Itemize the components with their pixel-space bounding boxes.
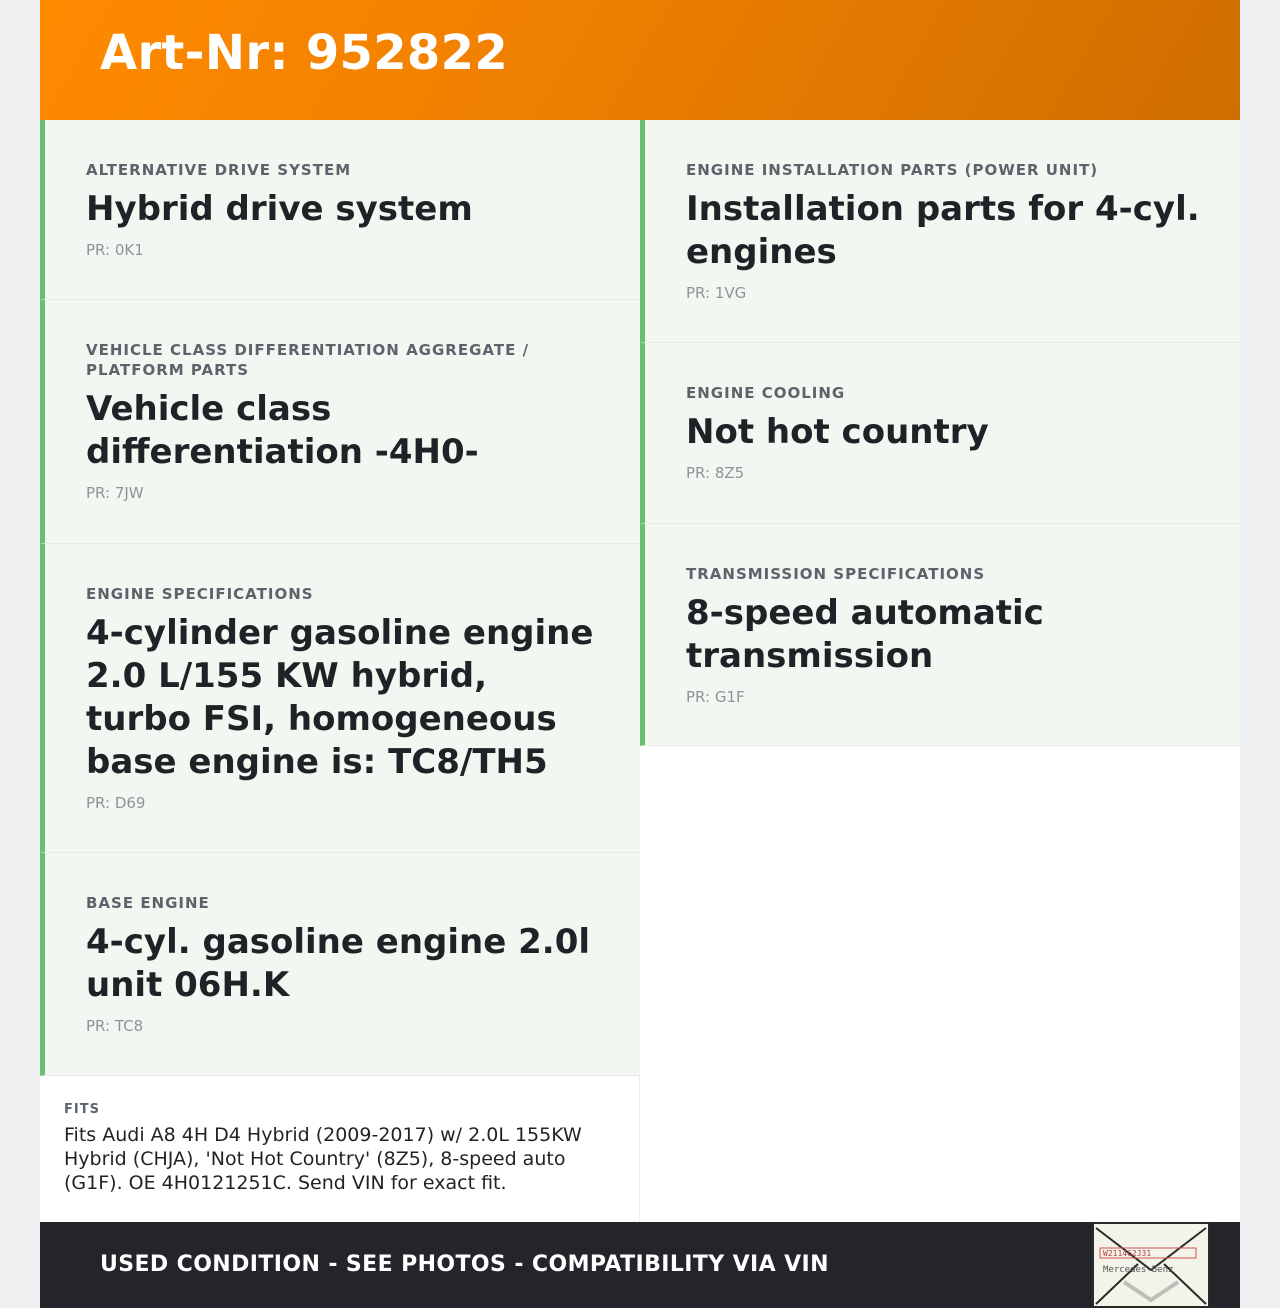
condition-notice: USED CONDITION - SEE PHOTOS - COMPATIBILITY VIA VIN xyxy=(100,1252,829,1277)
spec-pr-code: PR: D69 xyxy=(86,794,146,812)
fits-section xyxy=(40,1076,640,1222)
spec-label: VEHICLE CLASS DIFFERENTIATION AGGREGATE / PLATFORM PARTS xyxy=(86,341,530,379)
spec-value: Not hot country xyxy=(686,412,989,452)
spec-value: Hybrid drive system xyxy=(86,189,473,229)
spec-card-alternative-drive xyxy=(40,120,640,300)
envelope-stamp-image xyxy=(1092,1222,1210,1308)
spec-label: ALTERNATIVE DRIVE SYSTEM xyxy=(86,161,352,179)
spec-label: ENGINE SPECIFICATIONS xyxy=(86,585,314,603)
spec-value: 8-speed automatic transmission xyxy=(686,593,1044,676)
spec-card-base-engine xyxy=(40,853,640,1076)
spec-label: TRANSMISSION SPECIFICATIONS xyxy=(686,565,986,583)
spec-pr-code: PR: 0K1 xyxy=(86,241,144,259)
stamp-brand-text: Mercedes-Benz xyxy=(1103,1265,1174,1275)
spec-card-transmission xyxy=(640,524,1240,746)
spec-value: Vehicle class differentiation -4H0- xyxy=(86,389,479,472)
spec-pr-code: PR: 1VG xyxy=(686,284,747,302)
spec-pr-code: PR: G1F xyxy=(686,688,745,706)
header xyxy=(40,0,1240,120)
footer-bar xyxy=(40,1222,1240,1308)
spec-value: Installation parts for 4-cyl. engines xyxy=(686,189,1200,272)
spec-sheet xyxy=(40,0,1240,1308)
spec-card-engine-cooling xyxy=(640,343,1240,524)
spec-label: ENGINE INSTALLATION PARTS (POWER UNIT) xyxy=(686,161,1099,179)
spec-value: 4-cylinder gasoline engine 2.0 L/155 KW hybrid, turbo FSI, homogeneous base engine is: TC8/TH5 xyxy=(86,613,594,782)
spec-pr-code: PR: TC8 xyxy=(86,1017,144,1035)
fits-label: FITS xyxy=(64,1102,100,1117)
spec-card-vehicle-class xyxy=(40,300,640,544)
spec-card-engine-installation xyxy=(640,120,1240,343)
spec-label: BASE ENGINE xyxy=(86,894,210,912)
fits-text: Fits Audi A8 4H D4 Hybrid (2009-2017) w/ 2.0L 155KW Hybrid (CHJA), 'Not Hot Country' (8Z5), 8-speed auto (G1F). OE 4H0121251C. Send VIN for exact fit. xyxy=(64,1124,582,1194)
spec-label: ENGINE COOLING xyxy=(686,384,846,402)
envelope-icon xyxy=(1094,1224,1208,1306)
spec-pr-code: PR: 7JW xyxy=(86,484,144,502)
article-number-title: Art-Nr: 952822 xyxy=(100,25,509,81)
spec-value: 4-cyl. gasoline engine 2.0l unit 06H.K xyxy=(86,922,591,1005)
spec-card-engine-specifications xyxy=(40,544,640,853)
stamp-serial-text: W211462J31 xyxy=(1103,1249,1152,1258)
spec-pr-code: PR: 8Z5 xyxy=(686,464,745,482)
